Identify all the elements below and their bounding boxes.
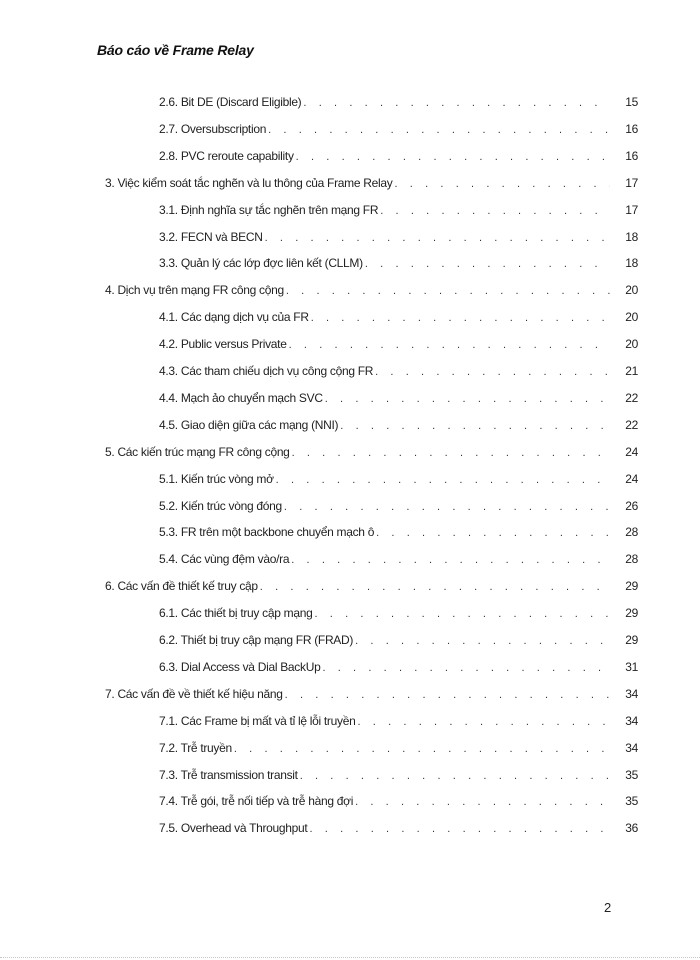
- toc-entry: [105, 442, 638, 462]
- toc-entry-page: 20: [625, 310, 638, 325]
- toc-entry: [159, 334, 638, 354]
- toc-entry-label: 6. Các vấn đề thiết kế truy cập: [105, 579, 258, 594]
- toc-entry-label: 3.3. Quản lý các lớp đợc liên kết (CLLM): [159, 256, 363, 271]
- toc-entry-label: 3.2. FECN và BECN: [159, 229, 263, 244]
- toc-dot-leader: [289, 335, 610, 355]
- toc-entry-label: 4.4. Mạch ảo chuyển mạch SVC: [159, 390, 323, 405]
- toc-dot-leader: [357, 712, 610, 732]
- bottom-divider: [0, 957, 700, 958]
- toc-entry-page: 17: [625, 202, 638, 217]
- toc-entry-page: 34: [625, 713, 638, 728]
- toc-entry-label: 7. Các vấn đề về thiết kế hiệu năng: [105, 686, 283, 701]
- toc-entry-label: 6.2. Thiết bị truy cập mạng FR (FRAD): [159, 633, 354, 647]
- toc-dot-leader: [355, 792, 610, 812]
- toc-entry-label: 6.1. Các thiết bị truy cập mạng: [159, 606, 313, 621]
- toc-entry-label: 4.1. Các dạng dịch vụ của FR: [159, 310, 309, 325]
- toc-dot-leader: [325, 389, 610, 409]
- toc-entry: [159, 657, 638, 677]
- toc-entry-label: 6.3. Dial Access và Dial BackUp: [159, 659, 321, 674]
- toc-dot-leader: [260, 577, 610, 597]
- toc-entry: [159, 119, 638, 139]
- toc-dot-leader: [311, 308, 610, 328]
- toc-entry-page: 28: [625, 552, 638, 567]
- toc-entry: [159, 307, 638, 327]
- toc-entry-page: 24: [625, 444, 638, 459]
- toc-entry: [159, 146, 638, 166]
- toc-dot-leader: [322, 658, 610, 678]
- toc-dot-leader: [340, 416, 610, 436]
- toc-entry-label: 5.4. Các vùng đệm vào/ra: [159, 552, 290, 567]
- toc-entry: [159, 361, 638, 381]
- toc-entry-label: 7.2. Trễ truyền: [159, 740, 232, 755]
- toc-entry: [159, 469, 638, 489]
- toc-dot-leader: [291, 550, 610, 570]
- toc-dot-leader: [303, 93, 610, 113]
- toc-entry-page: 26: [625, 498, 638, 513]
- toc-dot-leader: [314, 604, 610, 624]
- toc-entry-page: 15: [625, 95, 638, 109]
- toc-entry-label: 7.3. Trễ transmission transit: [159, 767, 298, 782]
- toc-entry-page: 21: [625, 364, 638, 378]
- toc-entry-page: 17: [625, 175, 638, 190]
- toc-dot-leader: [285, 685, 610, 705]
- toc-dot-leader: [394, 174, 610, 194]
- toc-entry-label: 5.2. Kiến trúc vòng đóng: [159, 498, 282, 513]
- toc-dot-leader: [375, 362, 610, 382]
- toc-entry: [105, 576, 638, 596]
- toc-entry-label: 7.5. Overhead và Throughput: [159, 821, 308, 836]
- toc-entry-page: 31: [625, 659, 638, 674]
- toc-entry-label: 7.1. Các Frame bị mất và tỉ lệ lỗi truyền: [159, 713, 356, 728]
- toc-entry-page: 16: [625, 121, 638, 136]
- toc-dot-leader: [276, 470, 610, 490]
- toc-entry: [159, 388, 638, 408]
- toc-entry-label: 4.2. Public versus Private: [159, 337, 287, 352]
- toc-entry: [159, 711, 638, 731]
- toc-entry-page: 35: [625, 794, 638, 809]
- toc-entry: [105, 173, 638, 193]
- toc-dot-leader: [265, 228, 610, 248]
- toc-dot-leader: [286, 281, 610, 301]
- toc-entry-label: 5.1. Kiến trúc vòng mở: [159, 471, 274, 486]
- toc-entry: [159, 496, 638, 516]
- toc-entry: [105, 280, 638, 300]
- toc-entry-label: 2.7. Oversubscription: [159, 121, 267, 136]
- toc-dot-leader: [284, 497, 610, 517]
- toc-entry-page: 20: [625, 337, 638, 352]
- toc-entry-page: 28: [625, 525, 638, 540]
- toc-entry: [105, 684, 638, 704]
- toc-entry-label: 4.5. Giao diện giữa các mạng (NNI): [159, 417, 339, 432]
- toc-entry-label: 4.3. Các tham chiếu dịch vụ công cộng FR: [159, 364, 374, 378]
- toc-entry-label: 4. Dịch vụ trên mạng FR công cộng: [105, 283, 284, 298]
- toc-dot-leader: [309, 819, 610, 839]
- toc-entry: [159, 253, 638, 273]
- toc-dot-leader: [292, 443, 610, 463]
- toc-dot-leader: [300, 766, 610, 786]
- toc-entry-page: 29: [625, 606, 638, 621]
- toc-entry-page: 18: [625, 229, 638, 244]
- toc-entry-page: 36: [625, 821, 638, 836]
- toc-entry-page: 34: [625, 740, 638, 755]
- toc-entry: [159, 791, 638, 811]
- toc-entry-label: 2.6. Bit DE (Discard Eligible): [159, 95, 302, 109]
- toc-entry-page: 35: [625, 767, 638, 782]
- toc-entry-page: 29: [625, 633, 638, 647]
- toc-entry-page: 18: [625, 256, 638, 271]
- toc-entry-label: 5. Các kiến trúc mạng FR công cộng: [105, 444, 290, 459]
- toc-entry: [159, 738, 638, 758]
- toc-dot-leader: [365, 254, 610, 274]
- toc-entry: [159, 522, 638, 542]
- toc-entry: [159, 415, 638, 435]
- toc-entry: [159, 200, 638, 220]
- toc-entry: [159, 92, 638, 112]
- toc-entry-page: 22: [625, 390, 638, 405]
- toc-entry: [159, 227, 638, 247]
- toc-dot-leader: [355, 631, 610, 651]
- toc-entry-page: 34: [625, 686, 638, 701]
- toc-entry-page: 16: [625, 148, 638, 163]
- toc-entry: [159, 765, 638, 785]
- document-header-title: Báo cáo về Frame Relay: [97, 42, 254, 58]
- toc-dot-leader: [296, 147, 610, 167]
- toc-entry-label: 3.1. Định nghĩa sự tắc nghẽn trên mạng FR: [159, 202, 379, 217]
- toc-entry-label: 2.8. PVC reroute capability: [159, 148, 294, 163]
- toc-entry-page: 29: [625, 579, 638, 594]
- toc-entry: [159, 818, 638, 838]
- toc-entry-page: 20: [625, 283, 638, 298]
- toc-entry-label: 5.3. FR trên một backbone chuyển mạch ô: [159, 525, 375, 540]
- toc-entry: [159, 630, 638, 650]
- page-number: 2: [604, 900, 612, 915]
- toc-dot-leader: [268, 120, 610, 140]
- toc-entry-label: 3. Việc kiểm soát tắc nghẽn và lu thông của Frame Relay: [105, 175, 393, 190]
- toc-dot-leader: [234, 739, 610, 759]
- toc-entry: [159, 603, 638, 623]
- toc-entry-page: 24: [625, 471, 638, 486]
- toc-dot-leader: [380, 201, 610, 221]
- toc-entry: [159, 549, 638, 569]
- toc-entry-label: 7.4. Trễ gói, trễ nối tiếp và trễ hàng đợi: [159, 794, 354, 809]
- toc-dot-leader: [376, 523, 610, 543]
- toc-entry-page: 22: [625, 417, 638, 432]
